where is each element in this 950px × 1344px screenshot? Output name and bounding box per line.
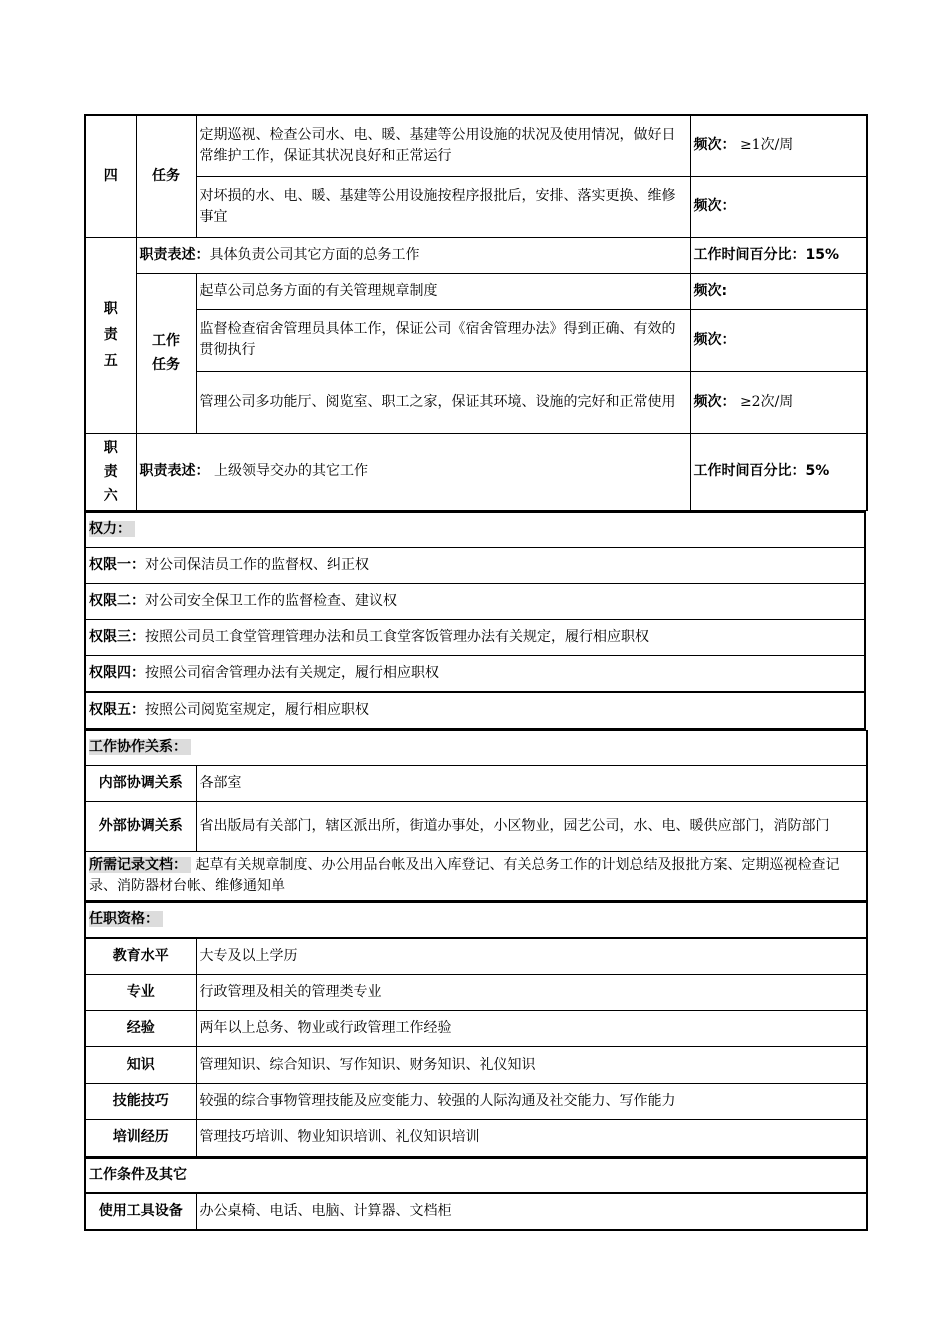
- qualification-label-5: 技能技巧: [85, 1084, 196, 1120]
- authority-item-2: [85, 584, 865, 620]
- authority-header-row: [85, 512, 865, 548]
- authority-text-3: 按照公司员工食堂管理管理办法和员工食堂客饭管理办法有关规定，履行相应职权: [145, 629, 649, 645]
- duty6-percent: 工作时间百分比：5%: [690, 433, 867, 510]
- duty5-task-1: 起草公司总务方面的有关管理规章制度: [196, 273, 690, 309]
- duty6-row: [85, 433, 867, 510]
- external-text: 省出版局有关部门，辖区派出所，街道办事处，小区物业，园艺公司，水、电、暖供应部门，消防部门: [196, 801, 867, 851]
- qualification-label-6: 培训经历: [85, 1120, 196, 1157]
- authority-text-4: 按照公司宿舍管理办法有关规定，履行相应职权: [145, 664, 439, 681]
- frequency-label: 频次：: [693, 393, 736, 410]
- qualification-header-row: [85, 903, 867, 938]
- records-row: [85, 851, 867, 901]
- records-text: 起草有关规章制度、办公用品台帐及出入库登记、有关总务工作的计划总结及报批方案、定期巡视检查记录、消防器材台帐、维修通知单: [89, 856, 840, 894]
- tools-row: [85, 1193, 867, 1230]
- authority-row-5: [85, 692, 865, 729]
- qualification-text-1: 大专及以上学历: [196, 938, 867, 975]
- internal-row: [85, 765, 867, 801]
- duties-table: [84, 114, 868, 511]
- qualification-text-2: 行政管理及相关的管理类专业: [196, 975, 867, 1011]
- duty4-task-1: 定期巡视、检查公司水、电、暖、基建等公用设施的状况及使用情况，做好日常维护工作，保证其状况良好和正常运行: [196, 115, 690, 176]
- internal-label: 内部协调关系: [85, 765, 196, 801]
- frequency-label: 频次：: [693, 137, 736, 154]
- cooperation-title-cell: [85, 730, 867, 765]
- duty5-task-2: 监督检查宿舍管理员具体工作，保证公司《宿舍管理办法》得到正确、有效的贯彻执行: [196, 309, 690, 371]
- qualification-label-3: 经验: [85, 1011, 196, 1047]
- authority-row-3: [85, 620, 865, 656]
- authority-label-1: 权限一：: [89, 557, 145, 573]
- duty6-number-text: 职责六: [103, 439, 118, 504]
- job-description-page: [84, 114, 866, 1231]
- records-cell: [85, 851, 867, 901]
- authority-row-1: [85, 548, 865, 584]
- qualification-text-3: 两年以上总务、物业或行政管理工作经验: [196, 1011, 867, 1047]
- duty5-number: [85, 237, 136, 433]
- authority-row-2: [85, 584, 865, 620]
- frequency-value: ≥1次/周: [739, 137, 794, 154]
- qualification-label-4: 知识: [85, 1047, 196, 1084]
- duty5-task-row-2: [85, 309, 867, 371]
- qualification-row-4: [85, 1047, 867, 1084]
- duty5-task-row-1: [85, 273, 867, 309]
- conditions-header-row: [85, 1158, 867, 1193]
- authority-title-cell: [85, 512, 865, 548]
- qualification-row-3: [85, 1011, 867, 1047]
- tools-text: 办公桌椅、电话、电脑、计算器、文档柜: [196, 1193, 867, 1230]
- duty6-number: [85, 433, 136, 510]
- tools-label: 使用工具设备: [85, 1193, 196, 1230]
- duty4-task-2: 对坏损的水、电、暖、基建等公用设施按程序报批后，安排、落实更换、维修事宜: [196, 176, 690, 237]
- qualification-text-5: 较强的综合事物管理技能及应变能力、较强的人际沟通及社交能力、写作能力: [196, 1084, 867, 1120]
- frequency-label: 频次：: [693, 198, 736, 214]
- records-label: 所需记录文档：: [89, 857, 191, 873]
- duty5-task-row-3: [85, 371, 867, 433]
- duty6-description: [136, 433, 690, 510]
- authority-label-2: 权限二：: [89, 593, 145, 609]
- duty5-description: [136, 237, 690, 273]
- authority-item-3: [85, 620, 865, 656]
- qualification-label-2: 专业: [85, 975, 196, 1011]
- duty4-row-1: [85, 115, 867, 176]
- duty5-number-text: 职责五: [103, 301, 118, 369]
- duty5-task-3: 管理公司多功能厅、阅览室、职工之家，保证其环境、设施的完好和正常使用: [196, 371, 690, 433]
- conditions-title: 工作条件及其它: [85, 1158, 867, 1193]
- duty4-task-label: 任务: [136, 115, 196, 237]
- authority-item-5: [85, 692, 865, 729]
- duty5-task-1-frequency: [690, 273, 867, 309]
- authority-text-1: 对公司保洁员工作的监督权、纠正权: [145, 557, 369, 573]
- frequency-value: ≥2次/周: [739, 393, 794, 410]
- internal-text: 各部室: [196, 765, 867, 801]
- qualification-row-2: [85, 975, 867, 1011]
- external-row: [85, 801, 867, 851]
- qualification-row-1: [85, 938, 867, 975]
- authority-item-1: [85, 548, 865, 584]
- duty4-number: 四: [85, 115, 136, 237]
- authority-table: [84, 511, 866, 730]
- qualification-row-6: [85, 1120, 867, 1157]
- duty6-desc-label: 职责表述：: [139, 463, 210, 479]
- qualification-label-1: 教育水平: [85, 938, 196, 975]
- frequency-label: 频次:: [693, 282, 728, 299]
- qualification-text-4: 管理知识、综合知识、写作知识、财务知识、礼仪知识: [196, 1047, 867, 1084]
- duty6-desc-text: 上级领导交办的其它工作: [213, 463, 368, 479]
- qualification-title: 任职资格：: [89, 911, 163, 927]
- duty4-task-2-frequency: [690, 176, 867, 237]
- duty5-task-2-frequency: [690, 309, 867, 371]
- authority-row-4: [85, 656, 865, 692]
- duty4-row-2: [85, 176, 867, 237]
- authority-item-4: [85, 656, 865, 692]
- authority-label-5: 权限五：: [89, 701, 145, 718]
- qualification-table: [84, 902, 868, 1158]
- qualification-row-5: [85, 1084, 867, 1120]
- authority-text-5: 按照公司阅览室规定，履行相应职权: [145, 701, 369, 718]
- conditions-table: [84, 1158, 868, 1232]
- duty5-percent: 工作时间百分比：15%: [690, 237, 867, 273]
- qualification-title-cell: [85, 903, 867, 938]
- cooperation-table: [84, 730, 868, 903]
- frequency-label: 频次：: [693, 331, 736, 348]
- duty5-desc-row: [85, 237, 867, 273]
- authority-label-4: 权限四：: [89, 664, 145, 681]
- duty4-task-1-frequency: [690, 115, 867, 176]
- external-label: 外部协调关系: [85, 801, 196, 851]
- authority-text-2: 对公司安全保卫工作的监督检查、建议权: [145, 593, 397, 609]
- authority-label-3: 权限三：: [89, 629, 145, 645]
- duty5-task-3-frequency: [690, 371, 867, 433]
- cooperation-header-row: [85, 730, 867, 765]
- duty5-task-label-text: 工作任务: [152, 333, 180, 373]
- cooperation-title: 工作协作关系：: [89, 739, 191, 755]
- duty5-task-label: [136, 273, 196, 433]
- authority-title: 权力：: [89, 521, 135, 537]
- duty5-desc-label: 职责表述：: [139, 246, 210, 263]
- qualification-text-6: 管理技巧培训、物业知识培训、礼仪知识培训: [196, 1120, 867, 1157]
- duty5-desc-text: 具体负责公司其它方面的总务工作: [209, 246, 420, 263]
